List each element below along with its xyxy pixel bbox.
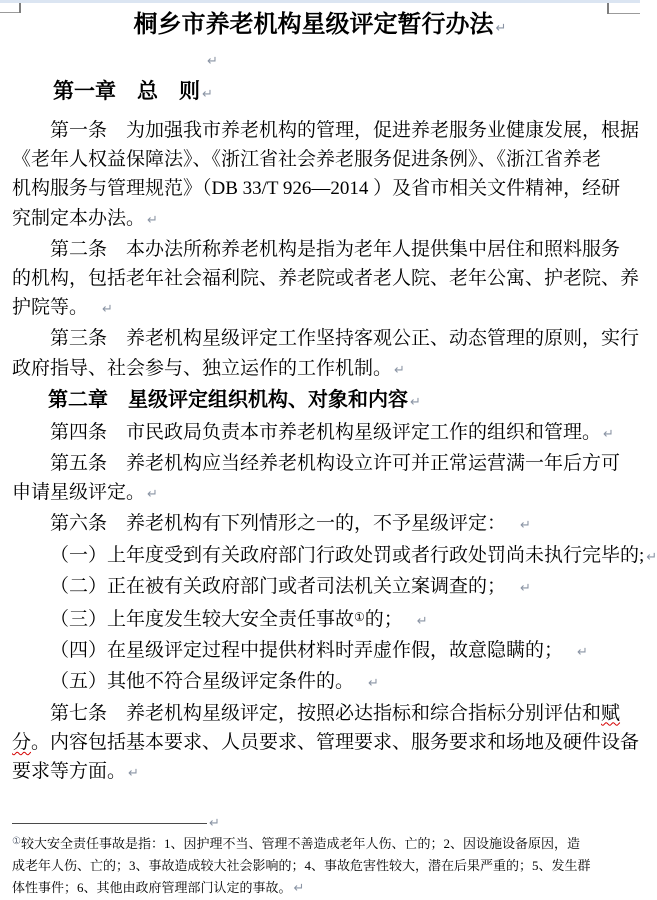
footnote-line-3-text: 体性事件；6、其他由政府管理部门认定的事故。	[12, 880, 292, 896]
list-item-3-text-end: 的；	[364, 609, 403, 631]
article5-line2-text: 申请星级评定。	[12, 482, 146, 504]
chapter1-heading-text: 第一章 总 则	[53, 80, 200, 103]
paragraph-mark: ↵	[147, 212, 158, 228]
footnote-marker: ①	[12, 836, 21, 848]
document-body	[12, 116, 657, 788]
article7-line3	[12, 757, 628, 788]
article6-line1	[12, 509, 628, 540]
paragraph-mark: ↵	[207, 54, 218, 69]
footnote-separator-line	[12, 823, 207, 824]
article4-line1-text: 第四条 市民政局负责本市养老机构星级评定工作的组织和管理。	[50, 421, 602, 443]
paragraph-mark: ↵	[603, 426, 614, 442]
article2-line3-text: 护院等。	[12, 297, 89, 319]
list-item-3-text: （三）上年度发生较大安全责任事故	[50, 609, 355, 631]
footnote-line-2: 成老年人伤、亡的；3、事故造成较大社会影响的；4、事故危害性较大，潜在后果严重的；5、发生群	[12, 858, 591, 874]
footnote-separator-row	[12, 816, 628, 831]
document-title	[12, 8, 628, 46]
list-item-1	[12, 541, 657, 572]
paragraph-mark: ↵	[209, 816, 220, 832]
empty-paragraph	[12, 46, 628, 75]
article7-line2	[12, 728, 640, 757]
article1-line4	[12, 204, 628, 235]
paragraph-mark: ↵	[202, 87, 213, 102]
list-item-4-text: （四）在星级评定过程中提供材料时弄虚作假，故意隐瞒的；	[50, 640, 564, 662]
paragraph-mark: ↵	[128, 766, 139, 782]
article1-line2: 《老年人权益保障法》、《浙江省社会养老服务促进条例》、《浙江省养老	[12, 149, 602, 171]
article3-line1: 第三条 养老机构星级评定工作坚持客观公正、动态管理的原则，实行	[50, 328, 640, 350]
list-item-2	[12, 572, 628, 603]
footnote-area	[12, 816, 628, 900]
spellcheck-flagged-text: 赋	[601, 702, 621, 724]
article1-line1: 第一条 为加强我市养老机构的管理，促进养老服务业健康发展，根据	[50, 120, 640, 141]
article4-line1	[12, 418, 628, 449]
article7-line1	[12, 699, 628, 728]
article1-line3: 机构服务与管理规范》（DB 33/T 926—2014 ）及省市相关文件精神，经研	[12, 178, 621, 200]
paragraph-mark: ↵	[368, 676, 379, 692]
article7-line3-text: 要求等方面。	[12, 761, 127, 783]
paragraph-mark: ↵	[520, 580, 531, 596]
article7-line1-text: 第七条 养老机构星级评定，按照必达指标和综合指标分别评估和	[50, 702, 602, 724]
list-item-2-text: （二）正在被有关政府部门或者司法机关立案调查的；	[50, 575, 507, 597]
window-top-strip	[0, 0, 640, 3]
article6-line1-text: 第六条 养老机构有下列情形之一的，不予星级评定：	[50, 513, 507, 535]
chapter2-heading-text: 第二章 星级评定组织机构、对象和内容	[48, 388, 408, 411]
list-item-5	[12, 667, 628, 698]
list-item-1-text: （一）上年度受到有关政府部门行政处罚或者行政处罚尚未执行完毕的;	[50, 544, 645, 566]
article2-line3	[12, 293, 628, 324]
paragraph-mark: ↵	[293, 881, 305, 897]
article5-line1: 第五条 养老机构应当经养老机构设立许可并正常运营满一年后方可	[50, 453, 621, 475]
paragraph-mark: ↵	[495, 21, 507, 36]
article7-line2-text: 。内容包括基本要求、人员要求、管理要求、服务要求和场地及硬件设备	[31, 731, 640, 753]
paragraph-mark: ↵	[520, 518, 531, 534]
footnote-line-3	[12, 877, 628, 900]
paragraph-mark: ↵	[577, 645, 588, 661]
paragraph-mark: ↵	[646, 549, 657, 565]
document-page	[12, 8, 657, 900]
paragraph-mark: ↵	[394, 362, 405, 378]
article3-line2	[12, 354, 628, 385]
article3-line2-text: 政府指导、社会参与、独立运作的工作机制。	[12, 357, 393, 379]
chapter2-heading	[12, 385, 628, 418]
paragraph-mark: ↵	[102, 302, 113, 318]
list-item-5-text: （五）其他不符合星级评定条件的。	[50, 671, 355, 693]
spellcheck-flagged-text: 分	[12, 731, 32, 753]
footnote-ref-superscript: ①	[354, 610, 365, 625]
article1-line4-text: 究制定本办法。	[12, 207, 146, 229]
footnote-line-1	[12, 831, 628, 855]
list-item-3	[12, 603, 628, 636]
article5-line2	[12, 478, 628, 509]
article2-line2: 的机构，包括老年社会福利院、养老院或者老人院、老年公寓、护老院、养	[12, 268, 640, 290]
list-item-4	[12, 636, 628, 667]
paragraph-mark: ↵	[147, 487, 158, 503]
document-title-text: 桐乡市养老机构星级评定暂行办法	[133, 12, 494, 38]
footnote-line-1-text: 较大安全责任事故是指：1、因护理不当、管理不善造成老年人伤、亡的；2、因设施设备原因，造	[20, 836, 580, 852]
paragraph-mark: ↵	[416, 614, 428, 630]
paragraph-mark: ↵	[410, 394, 421, 410]
chapter1-heading	[12, 75, 628, 112]
article2-line1: 第二条 本办法所称养老机构是指为老年人提供集中居住和照料服务	[50, 238, 621, 260]
